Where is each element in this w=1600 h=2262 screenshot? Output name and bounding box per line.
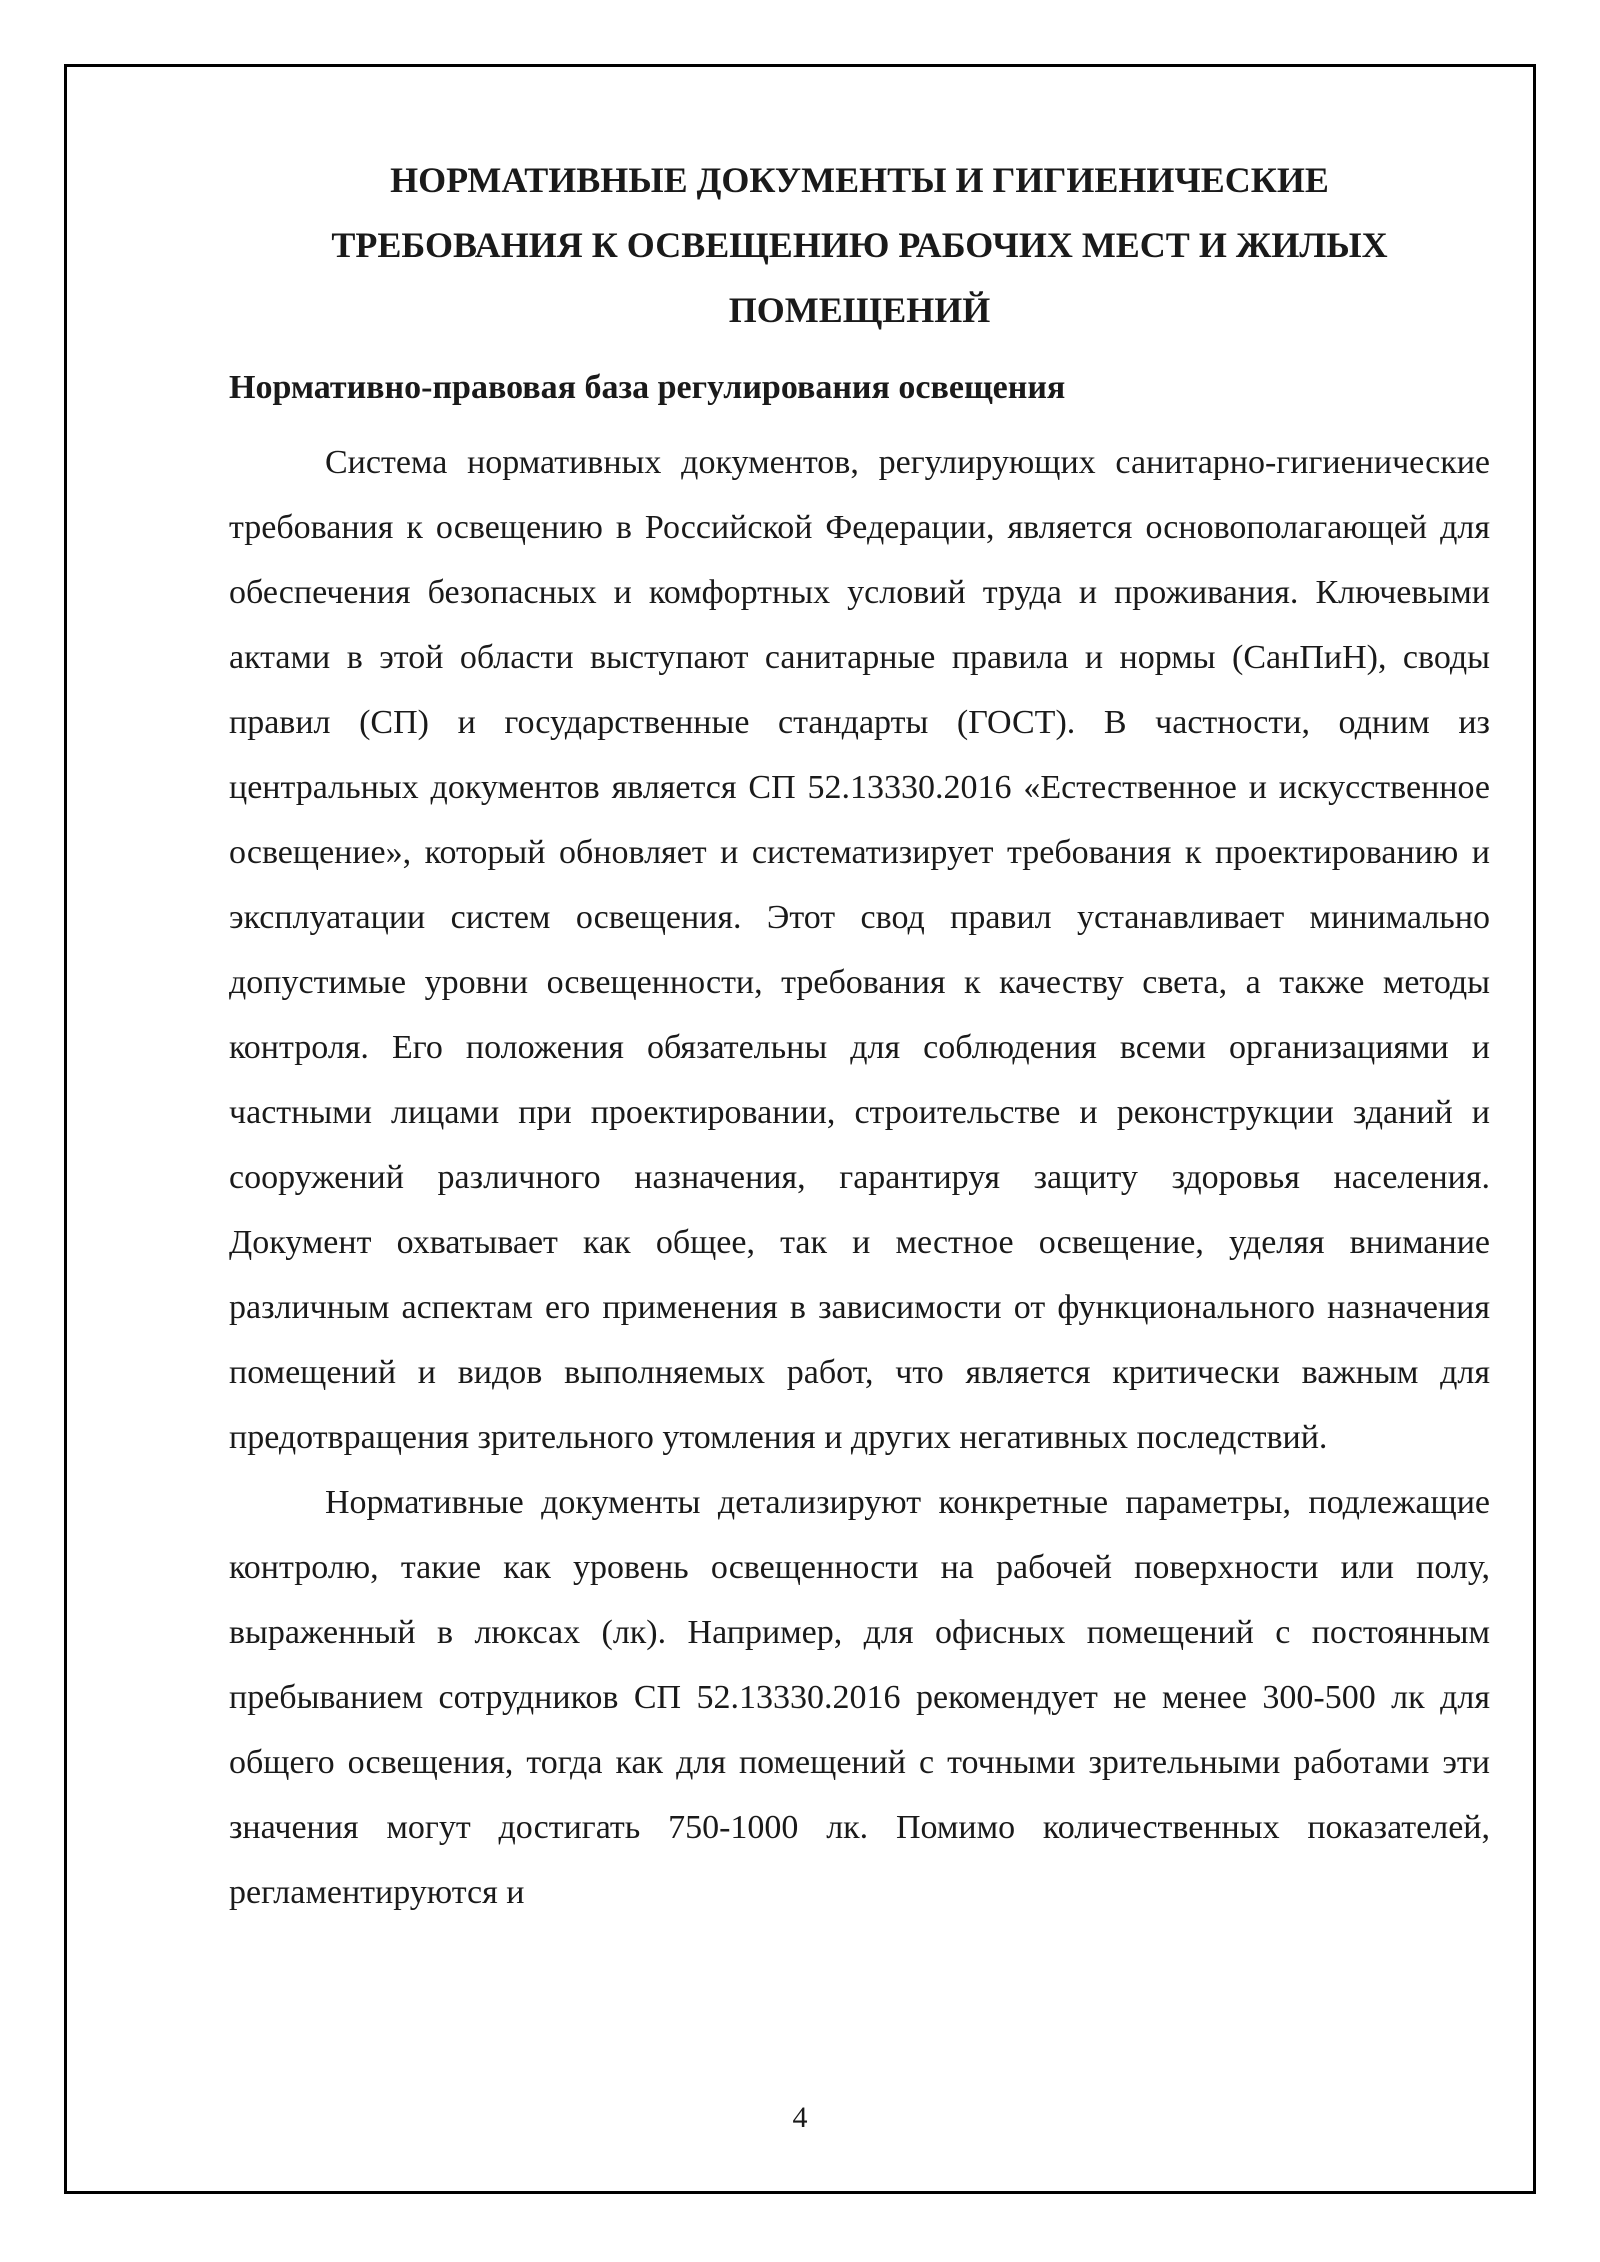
document-title: НОРМАТИВНЫЕ ДОКУМЕНТЫ И ГИГИЕНИЧЕСКИЕ ТРЕБОВАНИЯ К ОСВЕЩЕНИЮ РАБОЧИХ МЕСТ И ЖИЛЫХ ПОМЕЩЕНИЙ [331, 160, 1388, 330]
page-content [229, 148, 1490, 1925]
section-heading: Нормативно-правовая база регулирования освещения [229, 369, 1066, 406]
body-paragraph-2: Нормативные документы детализируют конкретные параметры, подлежащие контролю, такие как уровень освещенности на рабочей поверхности или полу, выраженный в люксах (лк). Например, для офисных помещений с постоянным пребыванием сотрудников СП 52.13330.2016 рекомендует не менее 300-500 лк для общего освещения, тогда как для помещений с точными зрительными работами эти значения могут достигать 750-1000 лк. Помимо количественных показателей, регламентируются и [229, 1484, 1490, 1911]
body-paragraph-1: Система нормативных документов, регулирующих санитарно-гигиенические требования к освещению в Российской Федерации, является основополагающей для обеспечения безопасных и комфортных условий труда и проживания. Ключевыми актами в этой области выступают санитарные правила и нормы (СанПиН), своды правил (СП) и государственные стандарты (ГОСТ). В частности, одним из центральных документов является СП 52.13330.2016 «Естественное и искусственное освещение», который обновляет и систематизирует требования к проектированию и эксплуатации систем освещения. Этот свод правил устанавливает минимально допустимые уровни освещенности, требования к качеству света, а также методы контроля. Его положения обязательны для соблюдения всеми организациями и частными лицами при проектировании, строительстве и реконструкции зданий и сооружений различного назначения, гарантируя защиту здоровья населения. Документ охватывает как общее, так и местное освещение, уделяя внимание различным аспектам его применения в зависимости от функционального назначения помещений и видов выполняемых работ, что является критически важным для предотвращения зрительного утомления и других негативных последствий. [229, 444, 1490, 1456]
page-number: 4 [792, 2101, 808, 2134]
